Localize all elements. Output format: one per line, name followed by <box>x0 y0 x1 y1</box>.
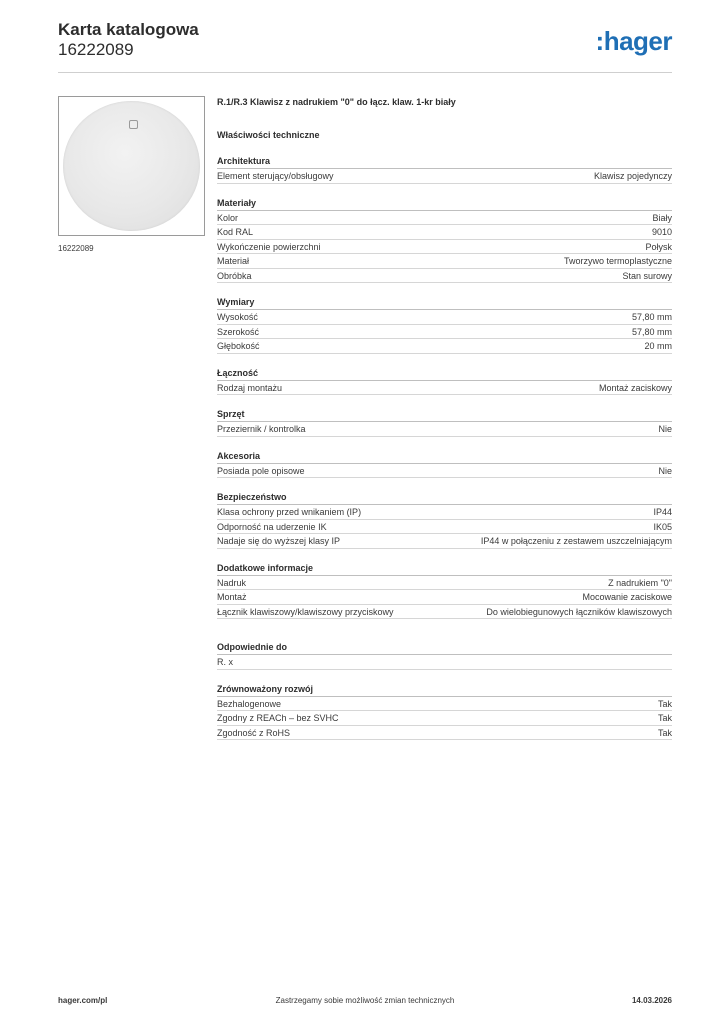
section-title: Wymiary <box>217 296 672 310</box>
spec-label: Głębokość <box>217 341 260 351</box>
spec-value: 57,80 mm <box>631 326 672 337</box>
spec-row <box>217 422 672 437</box>
section-title: Zrównoważony rozwój <box>217 683 672 697</box>
spec-label: Kod RAL <box>217 227 254 237</box>
spec-row <box>217 339 672 354</box>
spec-value: Tak <box>657 727 672 738</box>
spec-label: Posiada pole opisowe <box>217 465 305 476</box>
spec-label: Materiał <box>217 256 250 266</box>
section-architecture <box>217 155 672 184</box>
section-additional-info <box>217 562 672 620</box>
spec-label: Wykończenie powierzchni <box>217 241 321 252</box>
spec-value: Stan surowy <box>622 270 672 281</box>
footer-website[interactable]: hager.com/pl <box>58 996 108 1005</box>
spec-row <box>217 381 672 396</box>
spec-row <box>217 520 672 535</box>
spec-value: Klawisz pojedynczy <box>593 171 672 181</box>
section-sustainability <box>217 683 672 741</box>
spec-row <box>217 169 672 184</box>
spec-value: Nie <box>658 465 672 476</box>
section-title: Akcesoria <box>217 450 672 464</box>
spec-value: IK05 <box>653 521 672 532</box>
spec-value: Tworzywo termoplastyczne <box>563 256 672 266</box>
logo-text: hager <box>603 26 672 56</box>
spec-row <box>217 655 672 670</box>
spec-content <box>217 95 672 740</box>
section-materials <box>217 197 672 284</box>
spec-row <box>217 464 672 479</box>
section-title: Bezpieczeństwo <box>217 491 672 505</box>
footer-disclaimer: Zastrzegamy sobie możliwość zmian technicznych <box>275 996 455 1005</box>
section-title: Dodatkowe informacje <box>217 562 672 576</box>
spec-value: Tak <box>657 698 672 709</box>
spec-row <box>217 697 672 712</box>
zero-print-mark <box>129 120 138 129</box>
spec-row <box>217 225 672 240</box>
spec-label: R. x <box>217 657 234 667</box>
spec-label: Montaż <box>217 592 247 602</box>
hager-logo: :hager <box>595 26 672 56</box>
spec-label: Bezhalogenowe <box>217 698 282 709</box>
spec-row <box>217 269 672 284</box>
spec-row <box>217 211 672 226</box>
spec-label: Obróbka <box>217 270 252 281</box>
header-divider <box>58 72 672 73</box>
spec-row <box>217 325 672 340</box>
spec-label: Rodzaj montażu <box>217 382 283 393</box>
spec-value: IP44 <box>653 507 672 517</box>
spec-value: Tak <box>657 713 672 723</box>
spec-value: 20 mm <box>644 341 672 351</box>
spec-label: Wysokość <box>217 312 258 322</box>
spec-value: Połysk <box>645 241 672 252</box>
spec-row <box>217 726 672 741</box>
page-header <box>58 20 672 60</box>
spec-label: Zgodny z REACh – bez SVHC <box>217 713 339 723</box>
spec-label: Kolor <box>217 212 239 223</box>
section-title: Sprzęt <box>217 408 672 422</box>
document-number: 16222089 <box>58 40 134 59</box>
spec-value: Do wielobiegunowych łączników klawiszowych <box>486 606 672 617</box>
spec-label: Nadaje się do wyższej klasy IP <box>217 536 341 546</box>
product-title: R.1/R.3 Klawisz z nadrukiem "0" do łącz. klaw. 1-kr biały <box>217 97 456 107</box>
spec-value: Nie <box>658 424 672 434</box>
spec-label: Łącznik klawiszowy/klawiszowy przyciskowy <box>217 606 394 617</box>
spec-label: Odporność na uderzenie IK <box>217 521 327 532</box>
spec-label: Element sterujący/obsługowy <box>217 171 334 181</box>
footer-date: 14.03.2026 <box>631 996 672 1005</box>
document-title: Karta katalogowa <box>58 20 199 39</box>
spec-value: IP44 w połączeniu z zestawem uszczelniającym <box>480 536 672 546</box>
section-accessories <box>217 450 672 479</box>
spec-value: Biały <box>652 212 672 223</box>
section-title: Odpowiednie do <box>217 641 672 655</box>
section-suitable-for <box>217 641 672 670</box>
section-hardware <box>217 408 672 437</box>
section-title: Architektura <box>217 155 672 169</box>
section-title: Łączność <box>217 367 672 381</box>
spec-value: 9010 <box>651 227 672 237</box>
section-title: Materiały <box>217 197 672 211</box>
spec-label: Nadruk <box>217 577 247 588</box>
spec-row <box>217 576 672 591</box>
spec-label: Przeziernik / kontrolka <box>217 424 306 434</box>
spec-row <box>217 505 672 520</box>
spec-label: Szerokość <box>217 326 260 337</box>
spec-value: Mocowanie zaciskowe <box>582 592 672 602</box>
spec-row <box>217 254 672 269</box>
spec-value: 57,80 mm <box>631 312 672 322</box>
spec-row <box>217 240 672 255</box>
section-dimensions <box>217 296 672 354</box>
spec-row <box>217 590 672 605</box>
spec-row <box>217 310 672 325</box>
spec-value: Montaż zaciskowy <box>598 382 672 393</box>
spec-label: Zgodność z RoHS <box>217 727 291 738</box>
key-disc-image <box>63 101 200 231</box>
spec-row <box>217 711 672 726</box>
section-safety <box>217 491 672 549</box>
product-image-frame <box>58 96 205 236</box>
section-connectivity <box>217 367 672 396</box>
spec-row <box>217 534 672 549</box>
spec-value: Z nadrukiem "0" <box>608 577 672 588</box>
spec-row <box>217 605 672 620</box>
technical-properties-heading: Właściwości techniczne <box>217 130 320 140</box>
product-image-caption: 16222089 <box>58 244 94 253</box>
spec-label: Klasa ochrony przed wnikaniem (IP) <box>217 507 362 517</box>
